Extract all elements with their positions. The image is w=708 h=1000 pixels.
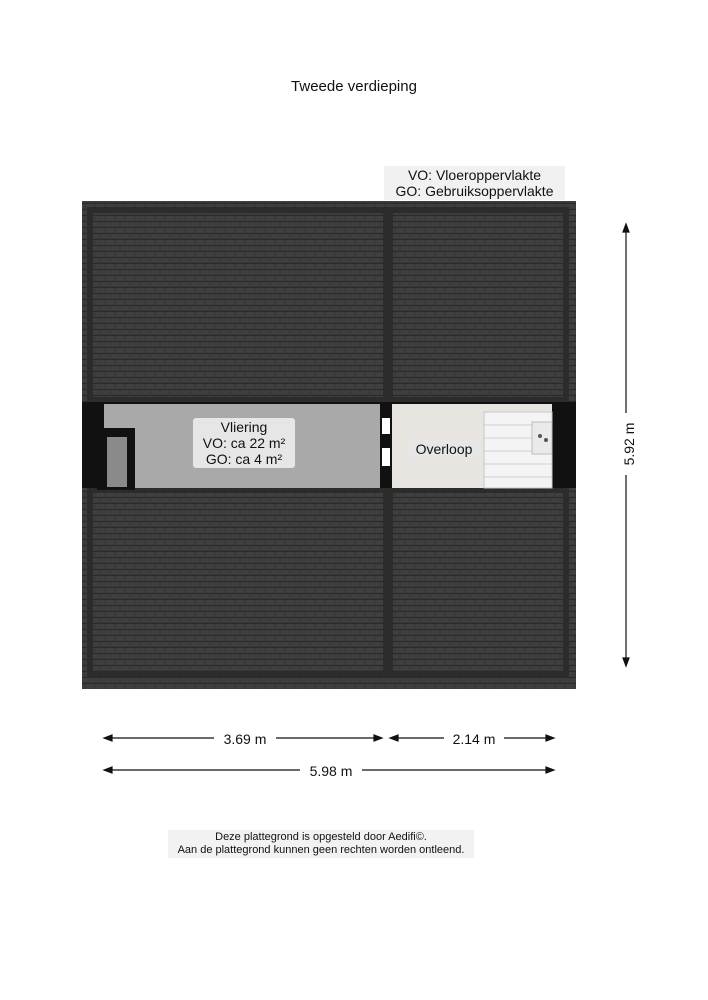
arrowhead [390, 735, 398, 741]
room-label-vliering [193, 418, 295, 468]
arrowhead [546, 735, 554, 741]
arrowhead [104, 735, 112, 741]
door-opening-top [382, 418, 390, 434]
room-name: Overloop [415, 441, 473, 457]
stairs [484, 412, 552, 488]
legend-go: GO: Gebruiksoppervlakte [395, 183, 554, 199]
chimney-inner [107, 437, 127, 487]
stair-post [544, 438, 548, 442]
room-name: Vliering [220, 419, 268, 435]
room-go: GO: ca 4 m² [205, 451, 283, 467]
arrowhead [374, 735, 382, 741]
dimension-width-total: 5.98 m [300, 763, 362, 779]
disclaimer-line-1: Deze plattegrond is opgesteld door Aedifi©. [215, 831, 427, 843]
dimension-depth: 5.92 m [621, 413, 637, 475]
room-label-overloop [408, 439, 480, 459]
legend-vo: VO: Vloeroppervlakte [407, 167, 542, 183]
disclaimer-line-2: Aan de plattegrond kunnen geen rechten worden ontleend. [177, 844, 465, 856]
dimension-width-right: 2.14 m [444, 731, 504, 747]
dimension-width-left: 3.69 m [214, 731, 276, 747]
arrowhead [546, 767, 554, 773]
disclaimer [168, 830, 474, 858]
door-opening-bottom [382, 448, 390, 466]
floor-title: Tweede verdieping [291, 78, 417, 95]
arrowhead [104, 767, 112, 773]
arrowhead [623, 224, 629, 232]
room-vo: VO: ca 22 m² [202, 435, 286, 451]
doorway [380, 402, 392, 488]
right-wall [552, 402, 572, 488]
stair-landing [532, 422, 552, 454]
arrowhead [623, 658, 629, 666]
stair-post [538, 434, 542, 438]
